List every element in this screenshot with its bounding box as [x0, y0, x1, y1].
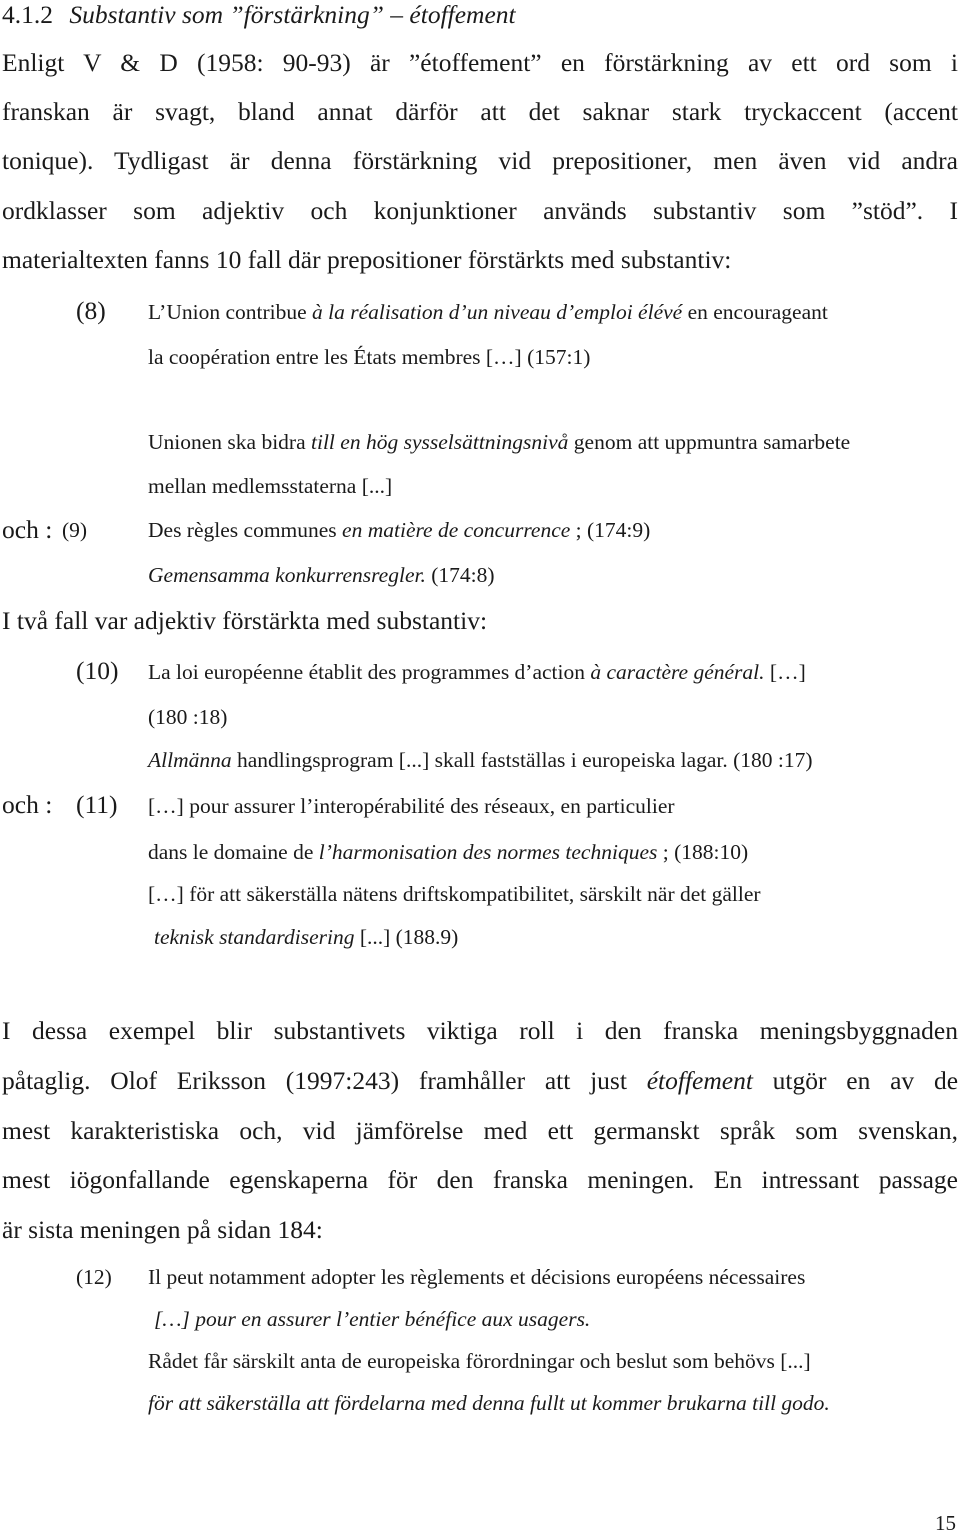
- conclusion-line-5: är sista meningen på sidan 184:: [2, 1215, 323, 1244]
- example-number-8: (8): [76, 296, 106, 325]
- conclusion-line-1: I dessa exempel blir substantivets viktiga roll i den franska meningsbyggnaden: [2, 1016, 958, 1045]
- example-12-swedish-line-2: för att säkerställa att fördelarna med denna fullt ut kommer brukarna till godo.: [148, 1391, 830, 1415]
- intro-line-2: franskan är svagt, bland annat därför att det saknar stark tryckaccent (accent: [2, 97, 958, 126]
- intro-line-3: tonique). Tydligast är denna förstärkning vid prepositioner, men även vid andra: [2, 146, 958, 175]
- page-number: 15: [935, 1511, 956, 1535]
- example-8-french-line-1: L’Union contribue à la réalisation d’un niveau d’emploi élévé en encourageant: [148, 300, 828, 324]
- section-title: Substantiv som ”förstärkning” – étoffement: [69, 0, 516, 29]
- example-12-french-line-1: Il peut notamment adopter les règlements et décisions européens nécessaires: [148, 1265, 806, 1289]
- example-number-10: (10): [76, 656, 119, 685]
- example-8-swedish-line-2: mellan medlemsstaterna [...]: [148, 474, 393, 498]
- conclusion-line-2: påtaglig. Olof Eriksson (1997:243) framhåller att just étoffement utgör en av de: [2, 1066, 959, 1095]
- example-9-swedish: Gemensamma konkurrensregler. (174:8): [148, 563, 495, 587]
- example-number-12: (12): [76, 1265, 112, 1289]
- example-8-swedish-line-1: Unionen ska bidra till en hög sysselsättningsnivå genom att uppmuntra samarbete: [148, 430, 851, 454]
- conclusion-line-3: mest karakteristiska och, vid jämförelse med ett germanskt språk som svenskan,: [2, 1116, 958, 1145]
- conclusion-line-4: mest iögonfallande egenskaperna för den franska meningen. En intressant passage: [2, 1165, 958, 1194]
- example-10-swedish: Allmänna handlingsprogram [...] skall fastställas i europeiska lagar. (180 :17): [148, 748, 813, 772]
- intro-line-5: materialtexten fanns 10 fall där prepositioner förstärkts med substantiv:: [2, 245, 732, 274]
- example-10-french-line-2: (180 :18): [148, 705, 228, 729]
- adjective-intro: I två fall var adjektiv förstärkta med substantiv:: [2, 606, 488, 635]
- example-11-french-line-2: dans le domaine de l’harmonisation des normes techniques ; (188:10): [148, 840, 749, 864]
- example-11-swedish-line-2: teknisk standardisering [...] (188.9): [154, 925, 459, 949]
- example-9-prefix: och :: [2, 515, 53, 544]
- example-8-french-line-2: la coopération entre les États membres […] (157:1): [148, 345, 591, 369]
- example-number-11: (11): [76, 790, 118, 819]
- example-12-french-line-2: […] pour en assurer l’entier bénéfice aux usagers.: [154, 1307, 591, 1331]
- example-11-swedish-line-1: […] för att säkerställa nätens driftskompatibilitet, särskilt när det gäller: [148, 882, 761, 906]
- example-10-french-line-1: La loi européenne établit des programmes d’action à caractère général. […]: [148, 660, 806, 684]
- section-number: 4.1.2: [2, 0, 53, 29]
- example-11-prefix: och :: [2, 790, 53, 819]
- intro-line-1: Enligt V & D (1958: 90-93) är ”étoffement” en förstärkning av ett ord som i: [2, 48, 958, 77]
- example-12-swedish-line-1: Rådet får särskilt anta de europeiska förordningar och beslut som behövs [...]: [148, 1349, 811, 1373]
- example-number-9: (9): [62, 518, 88, 542]
- example-11-french-line-1: […] pour assurer l’interopérabilité des réseaux, en particulier: [148, 794, 675, 818]
- example-9-french: Des règles communes en matière de concurrence ; (174:9): [148, 518, 651, 542]
- intro-line-4: ordklasser som adjektiv och konjunktioner används substantiv som ”stöd”. I: [2, 196, 958, 225]
- section-heading: [2, 0, 516, 30]
